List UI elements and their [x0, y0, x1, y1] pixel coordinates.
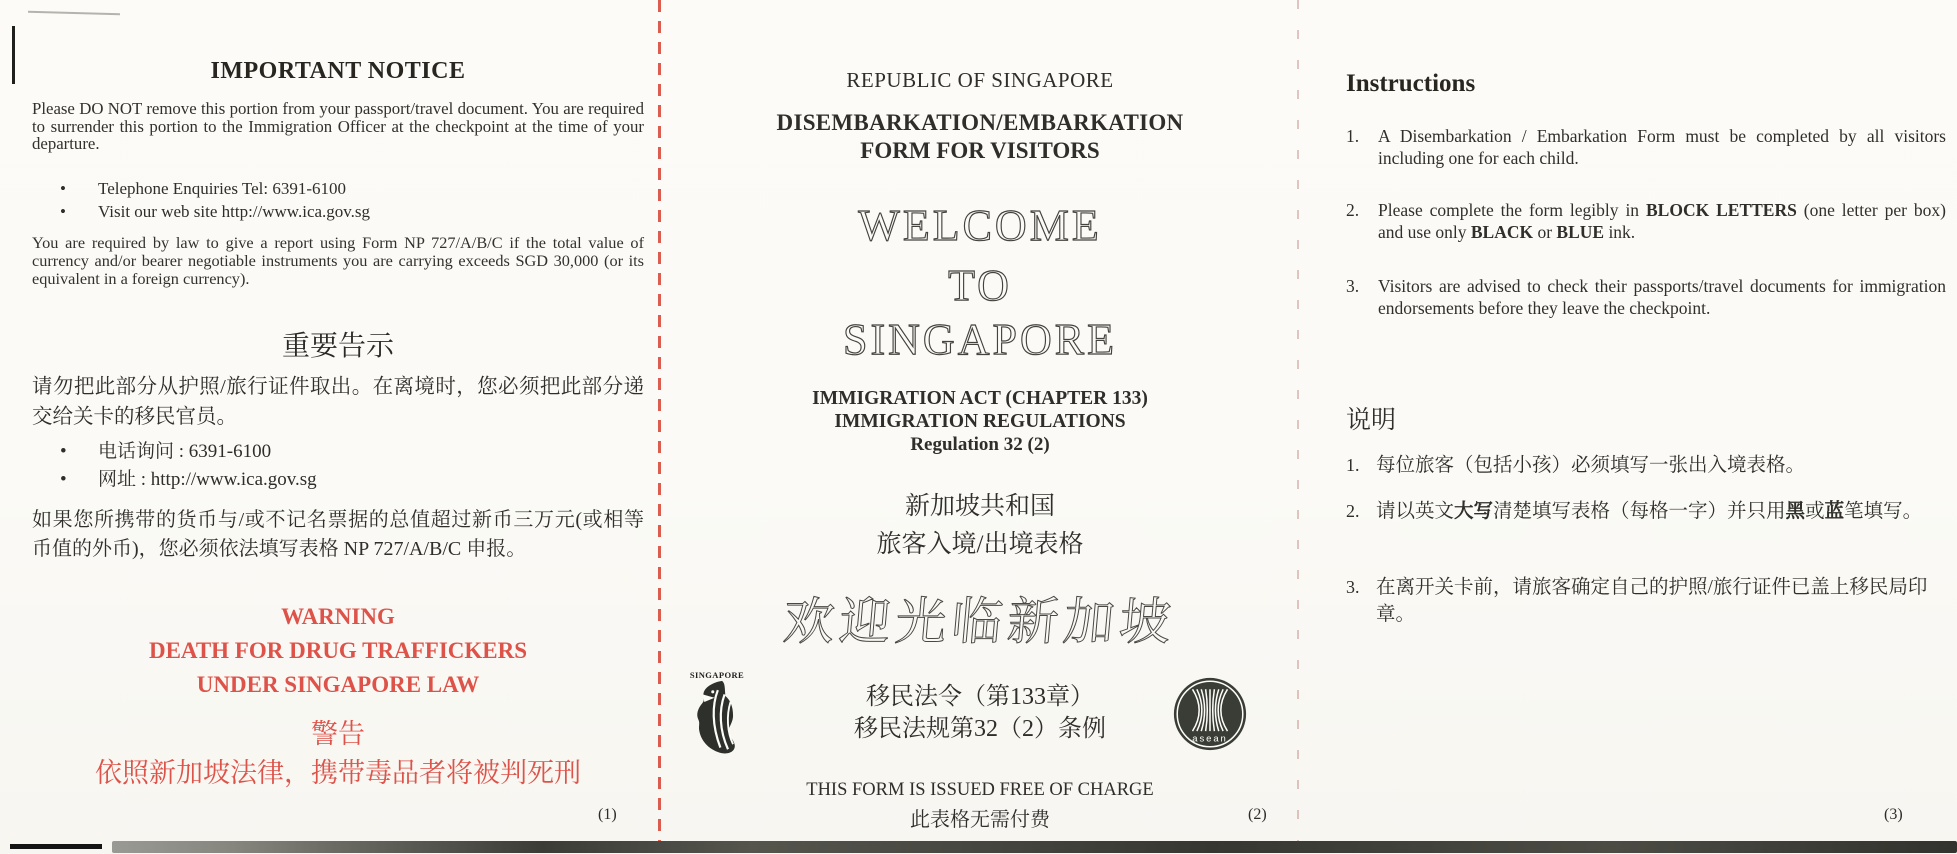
bullet-icon: •: [60, 201, 66, 221]
item-text-bold: 蓝: [1824, 501, 1845, 522]
item-text-segment: 或: [1805, 501, 1825, 522]
bullet-icon: •: [60, 469, 67, 490]
item-text: [1378, 200, 1946, 243]
panel-form-cover: [680, 40, 1280, 840]
item-text-segment: 清楚填写表格（每格一字）并只用: [1493, 501, 1786, 522]
item-text-bold: BLUE: [1556, 221, 1605, 242]
item-text-bold: 黑: [1785, 501, 1806, 522]
regulation-line: Regulation 32 (2): [910, 434, 1050, 455]
item-text: A Disembarkation / Embarkation Form must be completed by all visitors including one for each child.: [1378, 126, 1946, 168]
welcome-calligraphy-zh: 欢迎光临新加坡: [781, 595, 1178, 651]
currency-report-paragraph-en: You are required by law to give a report using Form NP 727/A/B/C if the total value of currency and/or bearer negotiable instruments you are carrying exceeds SGD 30,000 (or its equivalent in a foreign currency).: [32, 233, 644, 288]
item-number: 1.: [1346, 455, 1360, 475]
notice-bullet-list-zh: [32, 438, 644, 494]
instruction-item-zh-2: [1346, 498, 1946, 525]
warning-line: UNDER SINGAPORE LAW: [196, 672, 480, 697]
page-number-1: (1): [598, 806, 617, 823]
list-item: [32, 201, 644, 224]
drug-warning-block: [32, 600, 644, 790]
item-text-segment: Please complete the form legibly in: [1378, 200, 1646, 220]
notice-paragraph-en: Please DO NOT remove this portion from your passport/travel document. You are required to surrender this portion to the Immigration Officer at the checkpoint at the time of your departure.: [32, 99, 644, 154]
instruction-item-3: [1346, 276, 1946, 319]
form-title-line1: DISEMBARKATION/EMBARKATION: [776, 110, 1184, 135]
item-text-segment: (one letter per box) and use only: [1378, 200, 1946, 242]
list-item: [32, 438, 644, 466]
notice-paragraph-zh: 请勿把此部分从护照/旅行证件取出。在离境时，您必须把此部分递交给关卡的移民官员。: [32, 376, 644, 428]
list-item: [32, 466, 644, 494]
warning-line-zh: 依照新加坡法律，携带毒品者将被判死刑: [95, 758, 581, 788]
page-number-3: (3): [1884, 806, 1903, 823]
bullet-text: 网址 : http://www.ica.gov.sg: [98, 469, 317, 490]
item-text-segment: 笔填写。: [1844, 501, 1923, 522]
immigration-act-line: IMMIGRATION REGULATIONS: [834, 411, 1126, 432]
scan-bottom-mark: [10, 844, 102, 849]
warning-line: WARNING: [281, 604, 395, 629]
item-text-bold: BLACK: [1470, 221, 1534, 242]
instruction-item-zh-1: [1346, 452, 1946, 479]
form-title-line2: FORM FOR VISITORS: [860, 138, 1100, 163]
free-of-charge-zh: 此表格无需付费: [910, 809, 1050, 831]
asean-emblem-icon: [1172, 676, 1248, 752]
item-number: 2.: [1346, 200, 1360, 220]
free-of-charge-en: THIS FORM IS ISSUED FREE OF CHARGE: [806, 780, 1154, 800]
item-number: 2.: [1346, 501, 1360, 521]
item-number: 3.: [1346, 276, 1360, 296]
immigration-act-line: IMMIGRATION ACT (CHAPTER 133): [812, 388, 1148, 409]
important-notice-title: IMPORTANT NOTICE: [210, 58, 466, 84]
notice-bullet-list-en: [32, 178, 644, 223]
instruction-item-zh-3: [1346, 574, 1946, 628]
instructions-title-zh: 说明: [1346, 407, 1397, 434]
scan-bottom-edge: [112, 841, 1957, 853]
immigration-act-line-zh: 移民法令（第133章）: [866, 684, 1094, 710]
item-number: 3.: [1346, 577, 1360, 597]
currency-report-paragraph-zh: 如果您所携带的货币与/或不记名票据的总值超过新币三万元(或相等币值的外币)，您必须依法填写表格 NP 727/A/B/C 申报。: [32, 509, 644, 560]
page-number-2: (2): [1248, 806, 1267, 823]
list-item: [32, 178, 644, 201]
item-text: 每位旅客（包括小孩）必须填写一张出入境表格。: [1376, 455, 1806, 476]
perforation-line-left: [658, 0, 661, 854]
welcome-word: TO: [948, 261, 1012, 310]
bullet-text: Telephone Enquiries Tel: 6391-6100: [98, 179, 347, 198]
item-text-segment: 请以英文: [1376, 501, 1455, 522]
welcome-word: WELCOME: [858, 201, 1102, 250]
item-text: [1376, 498, 1946, 525]
bullet-icon: •: [60, 441, 67, 462]
item-text-segment: ink.: [1604, 221, 1636, 242]
merlion-logo-label: SINGAPORE: [689, 670, 745, 680]
country-title-zh: 新加坡共和国: [904, 493, 1055, 520]
scan-edge-mark: [12, 26, 15, 84]
bullet-text: Visit our web site http://www.ica.gov.sg: [98, 201, 371, 221]
warning-line-zh: 警告: [311, 719, 365, 749]
item-text: 在离开关卡前，请旅客确定自己的护照/旅行证件已盖上移民局印章。: [1376, 577, 1928, 625]
item-text-bold: 大写: [1454, 501, 1494, 522]
country-title: REPUBLIC OF SINGAPORE: [846, 68, 1114, 92]
panel-instructions: [1346, 40, 1946, 840]
item-text: Visitors are advised to check their passports/travel documents for immigration endorsements before they leave the checkpoint.: [1378, 276, 1946, 318]
scan-scratch-line: [28, 11, 120, 16]
important-notice-title-zh: 重要告示: [281, 331, 394, 362]
perforation-line-right: [1297, 0, 1299, 854]
item-text-segment: or: [1533, 221, 1557, 242]
item-number: 1.: [1346, 126, 1360, 146]
instruction-item-2: [1346, 200, 1946, 243]
instructions-title: Instructions: [1346, 70, 1476, 97]
item-text-bold: BLOCK LETTERS: [1645, 200, 1797, 220]
asean-logo: [1172, 676, 1248, 757]
regulation-line-zh: 移民法规第32（2）条例: [854, 716, 1106, 742]
instruction-item-1: [1346, 126, 1946, 169]
bullet-icon: •: [60, 179, 66, 198]
panel-important-notice: [32, 40, 644, 840]
asean-logo-label: asean: [1192, 733, 1228, 745]
form-title-zh: 旅客入境/出境表格: [876, 531, 1084, 558]
welcome-word: SINGAPORE: [843, 315, 1117, 364]
bullet-text: 电话询问 : 6391-6100: [98, 441, 272, 462]
warning-line: DEATH FOR DRUG TRAFFICKERS: [148, 638, 528, 663]
